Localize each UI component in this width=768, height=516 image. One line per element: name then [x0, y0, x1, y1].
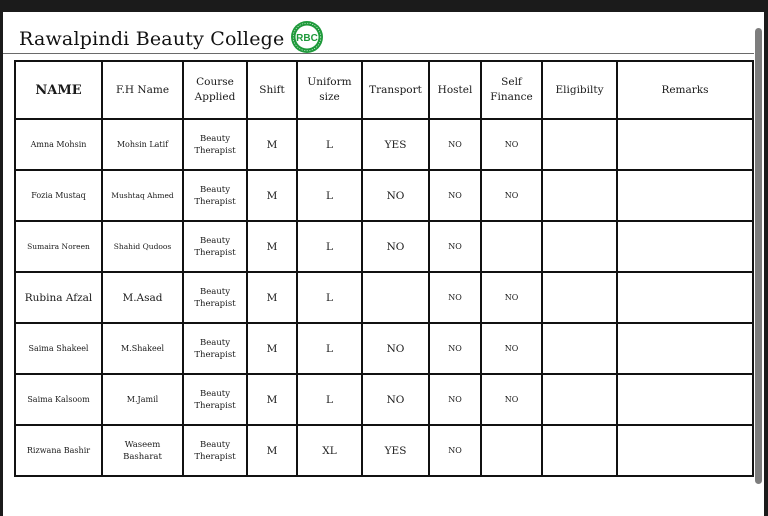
table-row — [15, 323, 753, 374]
cell-course: Beauty Therapist — [183, 323, 247, 374]
cell-uniform: L — [297, 272, 362, 323]
cell-course: Beauty Therapist — [183, 272, 247, 323]
students-table — [14, 60, 754, 477]
cell-eligibility — [542, 323, 617, 374]
svg-text:RBC: RBC — [296, 33, 319, 44]
right-edge — [764, 0, 768, 516]
cell-hostel: NO — [429, 221, 481, 272]
college-logo-icon — [290, 20, 324, 54]
cell-self-finance — [481, 221, 542, 272]
cell-fh-name: Mushtaq Ahmed — [102, 170, 183, 221]
cell-course: Beauty Therapist — [183, 374, 247, 425]
col-header-transport: Transport — [362, 61, 429, 119]
table-row — [15, 170, 753, 221]
cell-shift: M — [247, 425, 297, 476]
cell-fh-name: Mohsin Latif — [102, 119, 183, 170]
cell-uniform: L — [297, 119, 362, 170]
cell-shift: M — [247, 374, 297, 425]
cell-uniform: XL — [297, 425, 362, 476]
cell-transport: NO — [362, 374, 429, 425]
cell-eligibility — [542, 425, 617, 476]
cell-shift: M — [247, 323, 297, 374]
col-header-self-finance: Self Finance — [481, 61, 542, 119]
table-row — [15, 374, 753, 425]
cell-transport: YES — [362, 425, 429, 476]
cell-remarks — [617, 221, 753, 272]
cell-hostel: NO — [429, 272, 481, 323]
cell-transport: NO — [362, 221, 429, 272]
cell-course: Beauty Therapist — [183, 221, 247, 272]
cell-remarks — [617, 119, 753, 170]
table-row — [15, 425, 753, 476]
cell-remarks — [617, 272, 753, 323]
cell-remarks — [617, 323, 753, 374]
cell-shift: M — [247, 272, 297, 323]
cell-remarks — [617, 374, 753, 425]
vertical-scrollbar[interactable] — [755, 28, 762, 484]
col-header-hostel: Hostel — [429, 61, 481, 119]
cell-eligibility — [542, 170, 617, 221]
cell-fh-name: M.Jamil — [102, 374, 183, 425]
table-row — [15, 119, 753, 170]
cell-shift: M — [247, 170, 297, 221]
cell-name: Fozia Mustaq — [15, 170, 102, 221]
cell-hostel: NO — [429, 374, 481, 425]
cell-course: Beauty Therapist — [183, 170, 247, 221]
col-header-remarks: Remarks — [617, 61, 753, 119]
cell-transport: NO — [362, 323, 429, 374]
document-header — [19, 16, 324, 56]
cell-eligibility — [542, 272, 617, 323]
cell-self-finance — [481, 425, 542, 476]
cell-uniform: L — [297, 170, 362, 221]
cell-eligibility — [542, 119, 617, 170]
cell-transport — [362, 272, 429, 323]
col-header-course: Course Applied — [183, 61, 247, 119]
cell-name: Saima Shakeel — [15, 323, 102, 374]
cell-self-finance: NO — [481, 119, 542, 170]
cell-remarks — [617, 425, 753, 476]
cell-hostel: NO — [429, 323, 481, 374]
table-row — [15, 272, 753, 323]
cell-shift: M — [247, 119, 297, 170]
cell-self-finance: NO — [481, 323, 542, 374]
cell-name: Rubina Afzal — [15, 272, 102, 323]
cell-fh-name: M.Asad — [102, 272, 183, 323]
cell-fh-name: Waseem Basharat — [102, 425, 183, 476]
cell-fh-name: M.Shakeel — [102, 323, 183, 374]
cell-name: Sumaira Noreen — [15, 221, 102, 272]
cell-hostel: NO — [429, 170, 481, 221]
cell-course: Beauty Therapist — [183, 119, 247, 170]
table-row — [15, 221, 753, 272]
cell-uniform: L — [297, 374, 362, 425]
col-header-shift: Shift — [247, 61, 297, 119]
cell-shift: M — [247, 221, 297, 272]
cell-name: Rizwana Bashir — [15, 425, 102, 476]
cell-hostel: NO — [429, 425, 481, 476]
cell-eligibility — [542, 374, 617, 425]
cell-hostel: NO — [429, 119, 481, 170]
col-header-name: NAME — [15, 61, 102, 119]
top-bar — [0, 0, 768, 12]
left-edge — [0, 0, 3, 516]
col-header-fh-name: F.H Name — [102, 61, 183, 119]
cell-transport: YES — [362, 119, 429, 170]
cell-transport: NO — [362, 170, 429, 221]
cell-name: Saima Kalsoom — [15, 374, 102, 425]
cell-fh-name: Shahid Qudoos — [102, 221, 183, 272]
col-header-eligibility: Eligibilty — [542, 61, 617, 119]
cell-self-finance: NO — [481, 272, 542, 323]
col-header-uniform: Uniform size — [297, 61, 362, 119]
table-header-row — [15, 61, 753, 119]
cell-remarks — [617, 170, 753, 221]
cell-course: Beauty Therapist — [183, 425, 247, 476]
cell-eligibility — [542, 221, 617, 272]
cell-name: Amna Mohsin — [15, 119, 102, 170]
cell-self-finance: NO — [481, 170, 542, 221]
college-title: Rawalpindi Beauty College — [19, 28, 285, 50]
header-divider — [3, 53, 754, 54]
cell-self-finance: NO — [481, 374, 542, 425]
cell-uniform: L — [297, 221, 362, 272]
cell-uniform: L — [297, 323, 362, 374]
